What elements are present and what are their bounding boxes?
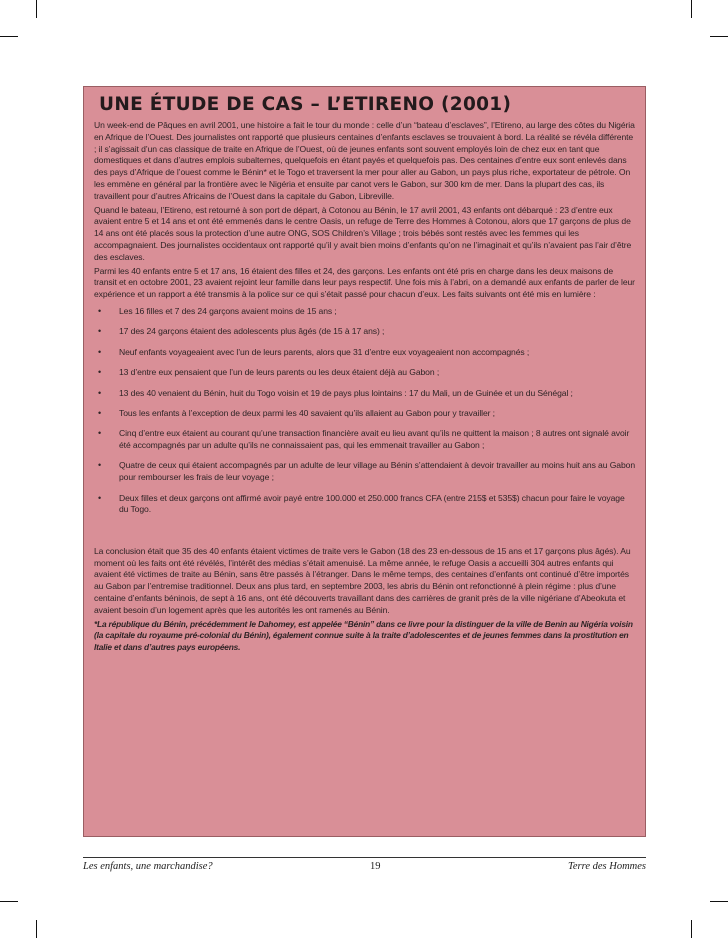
case-study-title: UNE ÉTUDE DE CAS – L’ETIRENO (2001)	[99, 94, 512, 115]
bullet-icon: •	[98, 367, 102, 378]
bullet-icon: •	[98, 492, 102, 503]
page-footer	[83, 857, 646, 874]
list-item-text: 17 des 24 garçons étaient des adolescents plus âgés (de 15 à 17 ans) ;	[119, 326, 385, 337]
bullet-icon: •	[98, 407, 102, 418]
crop-mark-left-top	[0, 36, 18, 37]
bullet-icon: •	[98, 460, 102, 471]
children-paragraph: Parmi les 40 enfants entre 5 et 17 ans, 16 étaient des filles et 24, des garçons. Les enfants ont été pris en charge dans les deux maisons de transit et en octobre 2001, 23 avaient rejoint leur famille dans leur pays respectif. Une fois mis à l’abri, on a demandé aux enfants de parler de leur expérience et un rapport a été transmis à la police sur ce qui s’était passé pour chacun d’eux. Les faits suivants ont été mis en lumière :	[94, 265, 635, 300]
bullet-icon: •	[98, 387, 102, 398]
footnote: *La république du Bénin, précédemment le Dahomey, est appelée “Bénin” dans ce livre pour la distinguer de la ville de Benin au Nigéria voisin (la capitale du royaume pré-colonial du Bénin), également connue suite à la traite d’adolescentes et de jeunes femmes dans la prostitution en Italie et dans d’autres pays européens.	[94, 618, 633, 652]
bullet-icon: •	[98, 346, 102, 357]
crop-mark-bottom-left	[36, 920, 37, 938]
crop-mark-top-right	[691, 0, 692, 18]
crop-mark-right-bottom	[710, 901, 728, 902]
bullet-icon: •	[98, 428, 102, 439]
list-item	[94, 388, 635, 400]
list-item-text: Cinq d’entre eux étaient au courant qu’une transaction financière avait eu lieu avant qu’ils ne quittent la maison ; 8 autres ont signalé avoir été accompagnés par un adulte qu’ils ne connaissaient pas, qui les emmenait travailler au Gabon ;	[119, 428, 630, 451]
case-study-box	[83, 86, 646, 837]
list-item	[94, 367, 635, 379]
crop-mark-bottom-right	[691, 920, 692, 938]
list-item	[94, 428, 635, 452]
bullet-icon: •	[98, 326, 102, 337]
footer-publisher: Terre des Hommes	[568, 861, 646, 872]
list-item-text: Les 16 filles et 7 des 24 garçons avaient moins de 15 ans ;	[119, 305, 337, 316]
list-item-text: Tous les enfants à l’exception de deux parmi les 40 savaient qu’ils allaient au Gabon pour y travailler ;	[119, 407, 495, 418]
crop-mark-right-top	[710, 36, 728, 37]
list-item	[94, 306, 635, 318]
list-item	[94, 493, 635, 517]
list-item-text: Neuf enfants voyageaient avec l’un de leurs parents, alors que 31 d’entre eux voyageaient non accompagnés ;	[119, 346, 530, 357]
list-item-text: 13 des 40 venaient du Bénin, huit du Togo voisin et 19 de pays plus lointains : 17 du Mali, un de Guinée et un du Sénégal ;	[119, 387, 573, 398]
list-item-text: 13 d’entre eux pensaient que l’un de leurs parents ou les deux étaient déjà au Gabon ;	[119, 367, 440, 378]
facts-list	[94, 306, 635, 516]
conclusion-paragraph: La conclusion était que 35 des 40 enfants étaient victimes de traite vers le Gabon (18 des 23 en-dessous de 15 ans et 17 garçons plus âgés). Au moment où les faits ont été révélés, l’intérêt des médias s’était amenuisé. La même année, le refuge Oasis a accueilli 304 autres enfants qui avaient été victimes de traite au Bénin, sans être passés à l’étranger. Dans le même temps, des centaines d’enfants ont continué d’être importés au Gabon par l’entremise traditionnel. Deux ans plus tard, en septembre 2003, les abris du Bénin ont refonctionné à plein régime : plus d’une centaine d’enfants béninois, de sept à 16 ans, ont été découverts travaillant dans des carrières de granit près de la ville nigériane d’Abeokuta et avaient besoin d’un logement après que les autorités les ont ramenés au Bénin.	[94, 545, 631, 615]
crop-mark-left-bottom	[0, 901, 18, 902]
footer-book-title: Les enfants, une marchandise?	[83, 861, 213, 872]
bullet-icon: •	[98, 305, 102, 316]
list-item	[94, 326, 635, 338]
list-item	[94, 460, 635, 484]
list-item-text: Deux filles et deux garçons ont affirmé avoir payé entre 100.000 et 250.000 francs CFA (entre 215$ et 535$) chacun pour faire le voyage du Togo.	[119, 492, 625, 515]
spacer	[94, 525, 635, 546]
crop-mark-top-left	[36, 0, 37, 18]
page-number: 19	[370, 861, 381, 872]
list-item	[94, 347, 635, 359]
intro-paragraph: Un week-end de Pâques en avril 2001, une histoire a fait le tour du monde : celle d’un “bateau d’esclaves”, l’Etireno, au large des côtes du Nigéria en Afrique de l’Ouest. Des journalistes ont rapporté que plusieurs centaines d’enfants esclaves se trouvaient à bord. La réalité se révéla différente ; il s’agissait d’un cas classique de traite en Afrique de l’Ouest, où de jeunes enfants sont souvent employés loin de chez eux en tant que domestiques et dans d’autres emplois subalternes, quelquefois en étant payés et quelquefois pas. Des centaines d’entre eux sont enlevés dans des pays d’Afrique de l’ouest comme le Bénin* et le Togo et traversent la mer pour aller au Gabon, un pays plus riche, exportateur de pétrole. On les emmène en général par la frontière avec le Nigéria et ensuite par canot vers le Gabon, sur 300 km de mer. Dans la plupart des cas, ils travaillent pour d’autres Africains de l’Ouest dans la capitale du Gabon, Libreville.	[94, 120, 635, 201]
list-item	[94, 408, 635, 420]
return-paragraph: Quand le bateau, l’Etireno, est retourné à son port de départ, à Cotonou au Bénin, le 17 avril 2001, 43 enfants ont débarqué : 23 d’entre eux avaient entre 5 et 14 ans et ont été emmenés dans le centre Oasis, un refuge de Terre des Hommes à Cotonou, alors que 17 garçons de plus de 14 ans ont été placés sous la protection d’une autre ONG, SOS Children’s Village ; trois bébés sont restés avec les femmes qui les accompagnaient. Des journalistes occidentaux ont rapporté qu’il y avait bien moins d’enfants qu’on ne l’imaginait et qu’ils n’avaient pas l’air d’être des esclaves.	[94, 204, 632, 262]
list-item-text: Quatre de ceux qui étaient accompagnés par un adulte de leur village au Bénin s’attendaient à devoir travailler au moins huit ans au Gabon pour rembourser les frais de leur voyage ;	[119, 460, 636, 483]
